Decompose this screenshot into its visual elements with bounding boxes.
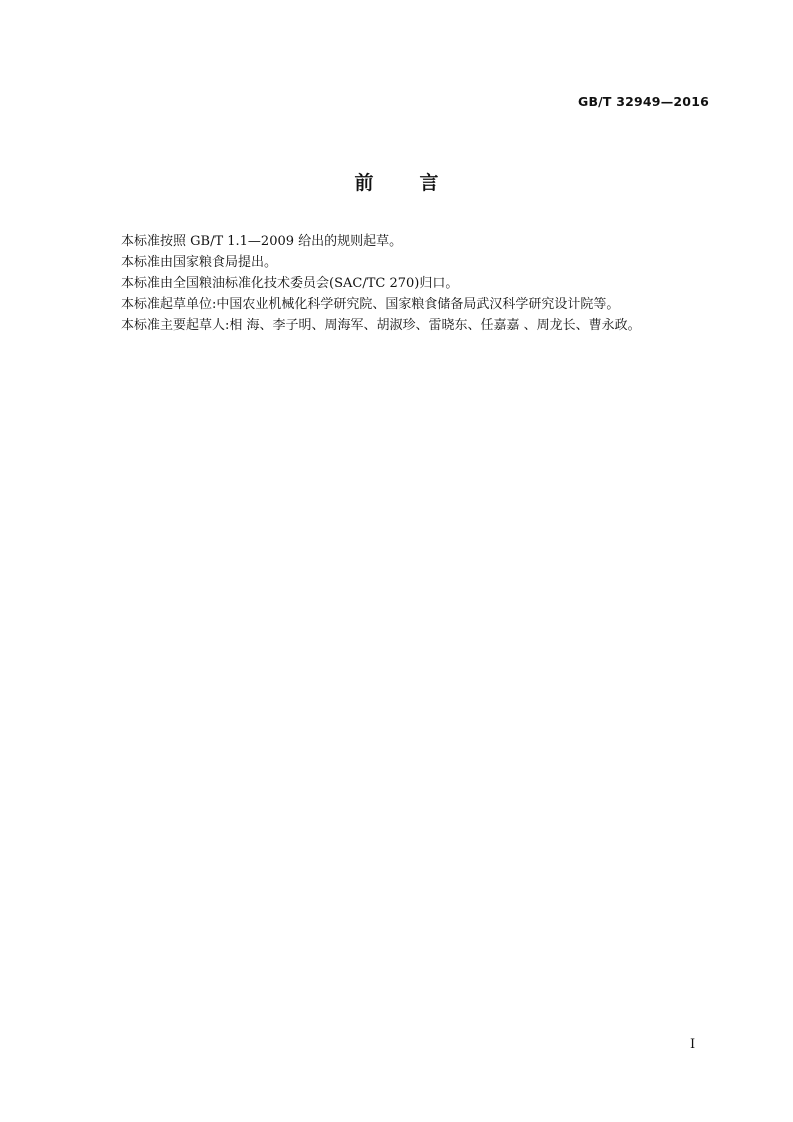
paragraph-drafting-units: 本标准起草单位:中国农业机械化科学研究院、国家粮食储备局武汉科学研究设计院等。 [121, 297, 620, 312]
paragraph-proposed-by: 本标准由国家粮食局提出。 [121, 255, 278, 270]
standard-number: GB/T 32949—2016 [577, 94, 709, 109]
paragraph-drafting-rules: 本标准按照 GB/T 1.1—2009 给出的规则起草。 [121, 234, 403, 249]
paragraph-main-drafters: 本标准主要起草人:相 海、李子明、周海军、胡淑珍、雷晓东、任嘉嘉 、周龙长、曹永政。 [121, 318, 641, 333]
page-number: I [690, 1037, 696, 1052]
foreword-body [121, 231, 711, 336]
section-title-foreword: 前言 [354, 172, 485, 194]
paragraph-centralized-by: 本标准由全国粮油标准化技术委员会(SAC/TC 270)归口。 [121, 276, 459, 291]
